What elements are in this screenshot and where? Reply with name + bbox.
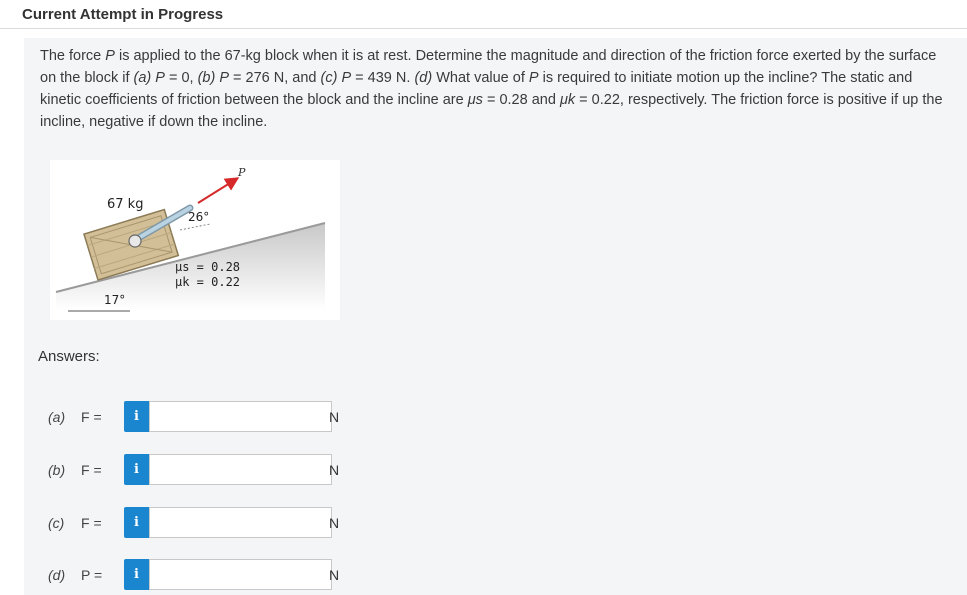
force-angle-label: 26° bbox=[188, 210, 210, 224]
variable-label-a: F = bbox=[81, 409, 102, 425]
part-label-c: (c) bbox=[48, 515, 65, 531]
mu-s-label: μs = 0.28 bbox=[175, 260, 241, 274]
answer-row-d bbox=[38, 559, 378, 591]
answers-label: Answers: bbox=[38, 348, 100, 365]
answer-row-a bbox=[38, 401, 378, 433]
answer-input-c[interactable] bbox=[149, 507, 332, 538]
mu-k-label: μk = 0.22 bbox=[175, 275, 241, 289]
part-label-a: (a) bbox=[48, 409, 66, 425]
unit-label-a: N bbox=[329, 409, 340, 425]
incline-angle-label: 17° bbox=[104, 293, 126, 307]
answer-input-a[interactable] bbox=[149, 401, 332, 432]
angle-reference-line bbox=[180, 224, 210, 230]
info-icon[interactable]: i bbox=[124, 559, 149, 590]
page-header bbox=[0, 0, 967, 29]
answer-input-b[interactable] bbox=[149, 454, 332, 485]
part-label-b: (b) bbox=[48, 462, 66, 478]
unit-label-c: N bbox=[329, 515, 340, 531]
variable-label-d: P = bbox=[81, 567, 103, 583]
info-icon[interactable]: i bbox=[124, 401, 149, 432]
variable-label-c: F = bbox=[81, 515, 102, 531]
rod-eyebolt bbox=[129, 235, 141, 247]
info-icon[interactable]: i bbox=[124, 454, 149, 485]
incline-figure bbox=[50, 160, 340, 320]
force-arrow bbox=[198, 178, 238, 203]
incline-diagram bbox=[50, 160, 340, 320]
unit-label-b: N bbox=[329, 462, 340, 478]
mass-label: 67 kg bbox=[107, 197, 144, 212]
force-label: P bbox=[238, 166, 246, 179]
variable-label-b: F = bbox=[81, 462, 102, 478]
part-label-d: (d) bbox=[48, 567, 66, 583]
attempt-status-title: Current Attempt in Progress bbox=[22, 6, 224, 23]
info-icon[interactable]: i bbox=[124, 507, 149, 538]
unit-label-d: N bbox=[329, 567, 340, 583]
answer-row-c bbox=[38, 507, 378, 539]
question-text: The force P is applied to the 67-kg block when it is at rest. Determine the magnitude and direction of the friction force exerted by the surface on the block if (a) P = 0, (b) P = 276 N, and (c) P = 439 N. (d) What value of P is required to initiate motion up the incline? The static and kinetic coefficients of friction between the block and the incline are μs = 0.28 and μk = 0.22, respectively. The friction force is positive if up the incline, negative if down the incline. bbox=[40, 48, 943, 130]
answer-input-d[interactable] bbox=[149, 559, 332, 590]
answer-row-b bbox=[38, 454, 378, 486]
